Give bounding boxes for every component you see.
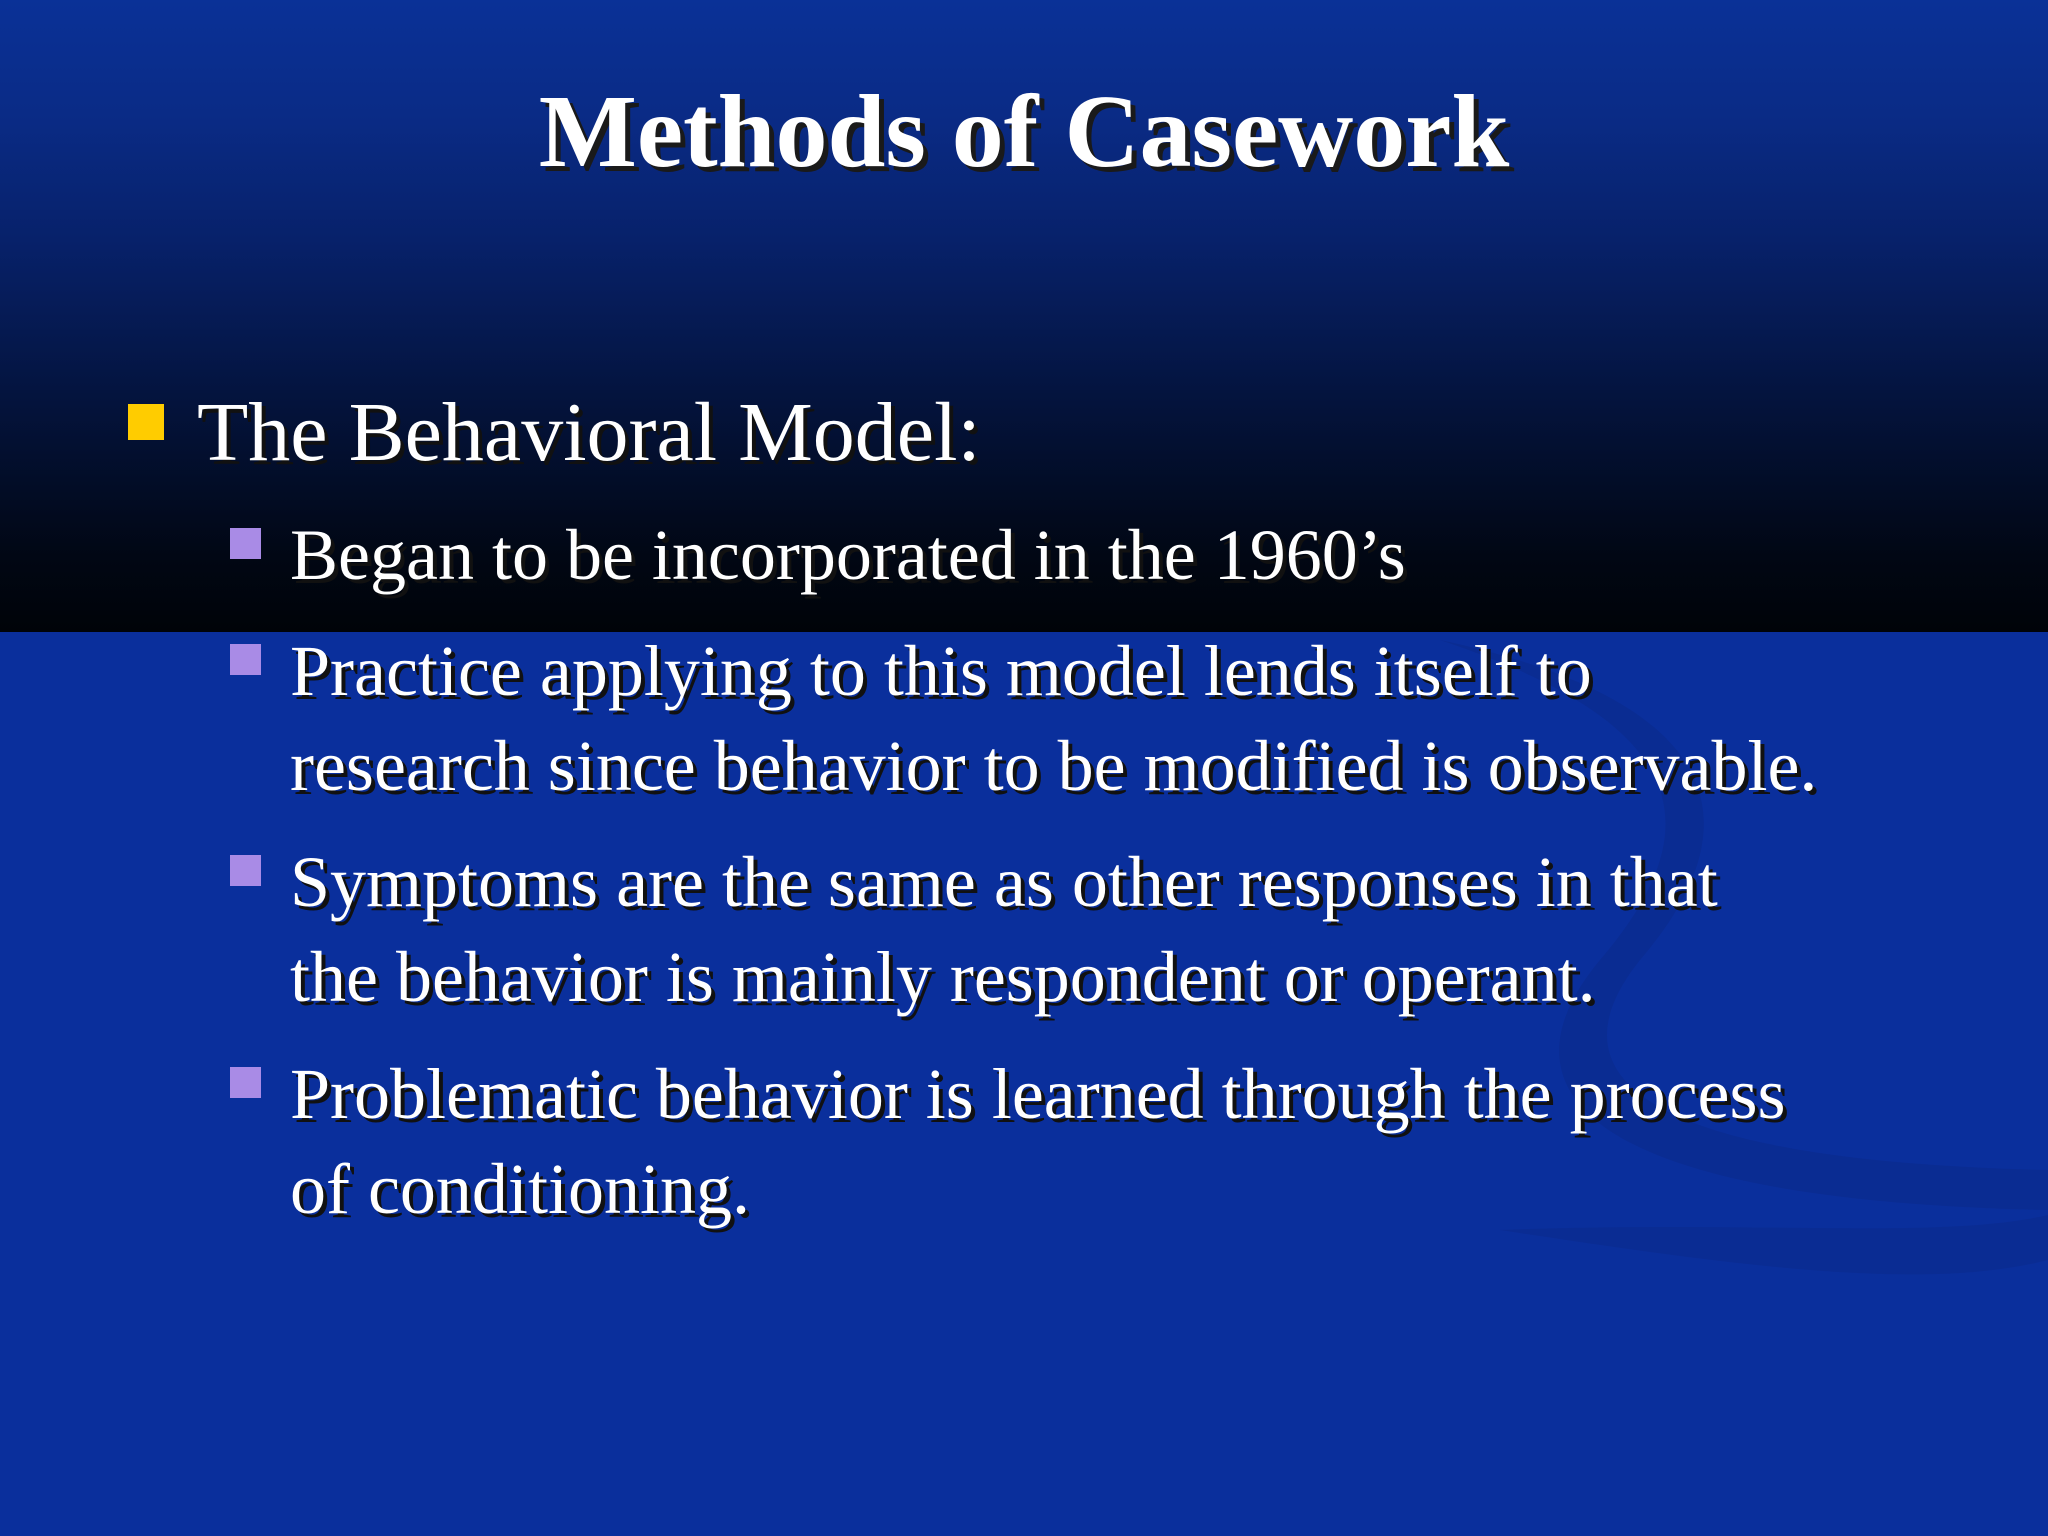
sub-bullet-line: the behavior is mainly respondent or operant. [290,937,1596,1017]
square-bullet-icon [230,855,261,886]
heading-bullet-text: The Behavioral Model: [197,386,981,479]
sub-bullet-line: Symptoms are the same as other responses in that [290,842,1718,922]
square-bullet-icon [230,1067,261,1098]
sub-bullet-line: Began to be incorporated in the 1960’s [290,515,1406,595]
square-bullet-icon [128,404,164,440]
sub-bullet-line: of conditioning. [290,1149,750,1229]
square-bullet-icon [230,528,261,559]
slide-title: Methods of Casework [538,74,1510,189]
sub-bullet-line: Practice applying to this model lends itself to [290,631,1592,711]
square-bullet-icon [230,644,261,675]
sub-bullet-line: research since behavior to be modified is observable. [290,726,1818,806]
sub-bullet-line: Problematic behavior is learned through the process [290,1054,1786,1134]
